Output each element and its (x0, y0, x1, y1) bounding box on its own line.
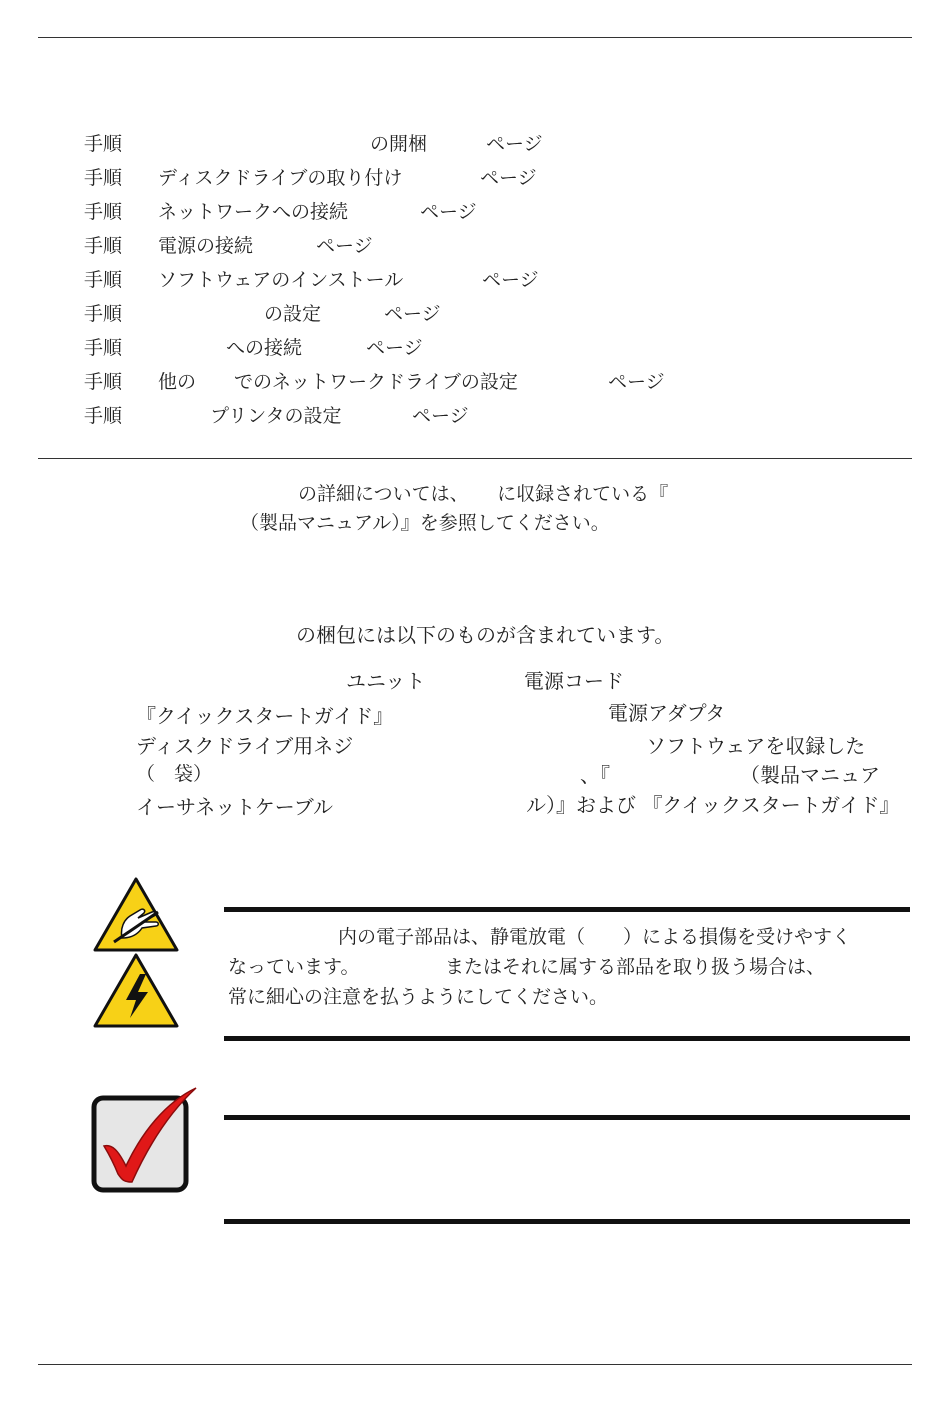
step-label: 手順 (84, 235, 123, 257)
warning-line3: 常に細心の注意を払うようにしてください。 (228, 986, 609, 1008)
step-page: ページ (384, 303, 441, 325)
step-page: ページ (316, 235, 373, 257)
manual-note-line1: の詳細については、 に収録されている『 (298, 483, 669, 505)
step-page: ページ (480, 167, 537, 189)
step-page: ページ (366, 337, 423, 359)
package-item: 電源コード (524, 669, 624, 693)
step-label: 手順 (84, 269, 123, 291)
note-top-bar (224, 1115, 910, 1120)
package-intro: の梱包には以下のものが含まれています。 (296, 623, 675, 647)
footer-rule (38, 1364, 912, 1365)
step-page: ページ (608, 371, 665, 393)
package-item: ユニット (346, 669, 426, 693)
warning-line2: なっています。 またはそれに属する部品を取り扱う場合は、 (228, 956, 825, 978)
step-title: 他の でのネットワークドライブの設定 (158, 371, 518, 393)
step-title: の開梱 (370, 133, 428, 155)
step-title: プリンタの設定 (210, 405, 342, 427)
step-label: 手順 (84, 201, 123, 223)
step-page: ページ (412, 405, 469, 427)
step-label: 手順 (84, 303, 123, 325)
package-item: 『クイックスタートガイド』 (136, 704, 394, 728)
warning-top-bar (224, 907, 910, 912)
package-item: ディスクドライブ用ネジ (136, 734, 354, 758)
package-item: イーサネットケーブル (136, 795, 333, 819)
warning-line1: 内の電子部品は、静電放電（ ）による損傷を受けやすく (338, 926, 852, 948)
step-title: への接続 (226, 337, 303, 359)
electric-shock-warning-icon (92, 952, 180, 1030)
step-title: 電源の接続 (158, 235, 254, 257)
note-bottom-bar (224, 1219, 910, 1224)
step-label: 手順 (84, 337, 123, 359)
warning-bottom-bar (224, 1036, 910, 1041)
package-item: 、『 （製品マニュア (580, 763, 880, 787)
step-label: 手順 (84, 167, 123, 189)
step-page: ページ (420, 201, 477, 223)
package-item: 電源アダプタ (608, 701, 726, 725)
check-mark-icon (88, 1084, 200, 1196)
package-item: ル）』および 『クイックスタートガイド』 (526, 793, 900, 817)
step-title: ネットワークへの接続 (158, 201, 349, 223)
step-label: 手順 (84, 371, 123, 393)
package-item: （ 袋） (136, 763, 213, 785)
header-rule (38, 37, 912, 38)
manual-note-line2: （製品マニュアル）』を参照してください。 (240, 512, 610, 534)
step-title: ディスクドライブの取り付け (158, 167, 403, 189)
step-title: ソフトウェアのインストール (158, 269, 404, 291)
step-page: ページ (482, 269, 539, 291)
section-rule (38, 458, 912, 459)
step-title: の設定 (264, 303, 322, 325)
step-page: ページ (486, 133, 543, 155)
package-item: ソフトウェアを収録した (646, 734, 866, 758)
step-label: 手順 (84, 133, 123, 155)
step-label: 手順 (84, 405, 123, 427)
esd-warning-icon (92, 876, 180, 954)
